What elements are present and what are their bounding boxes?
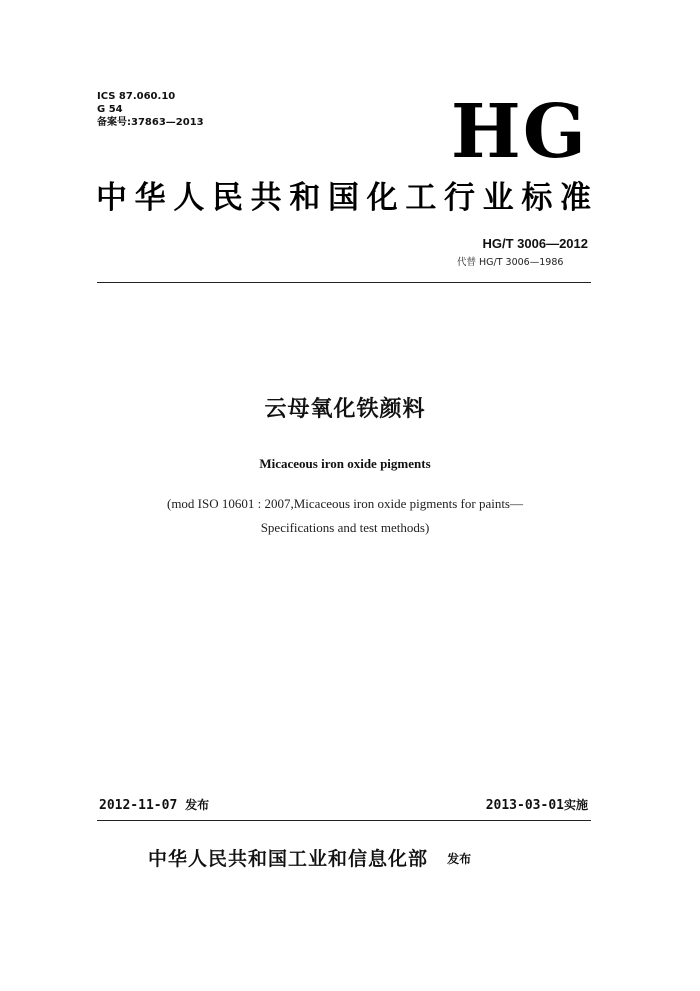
issue-date	[99, 797, 209, 814]
top-divider	[97, 282, 591, 283]
hg-logo: HG	[450, 89, 588, 175]
record-number: 备案号:37863—2013	[97, 117, 204, 128]
ccs-code: G 54	[97, 104, 123, 115]
document-title-english: Micaceous iron oxide pigments	[259, 456, 431, 471]
issuer-name: 中华人民共和国工业和信息化部	[148, 848, 429, 870]
standard-category-title: 中华人民共和国化工行业标准	[96, 180, 591, 216]
issuer-line	[148, 845, 471, 873]
bottom-divider	[97, 820, 591, 821]
implementation-date	[486, 797, 588, 814]
issuer-suffix: 发布	[447, 852, 472, 866]
modification-note	[120, 492, 570, 540]
replaces-standard: 代替 HG/T 3006—1986	[457, 257, 564, 268]
implementation-date-label: 实施	[563, 798, 588, 812]
modification-line-2: Specifications and test methods)	[260, 520, 430, 535]
ics-code: ICS 87.060.10	[97, 91, 176, 102]
implementation-date-value: 2013-03-01	[485, 798, 564, 813]
standard-number: HG/T 3006—2012	[482, 236, 588, 251]
document-title-chinese: 云母氧化铁颜料	[264, 397, 426, 422]
issue-date-value: 2012-11-07	[99, 798, 178, 813]
modification-line-1: (mod ISO 10601 : 2007,Micaceous iron oxide pigments for paints—	[166, 496, 523, 511]
issue-date-label: 发布	[185, 798, 210, 812]
classification-block	[97, 90, 204, 129]
